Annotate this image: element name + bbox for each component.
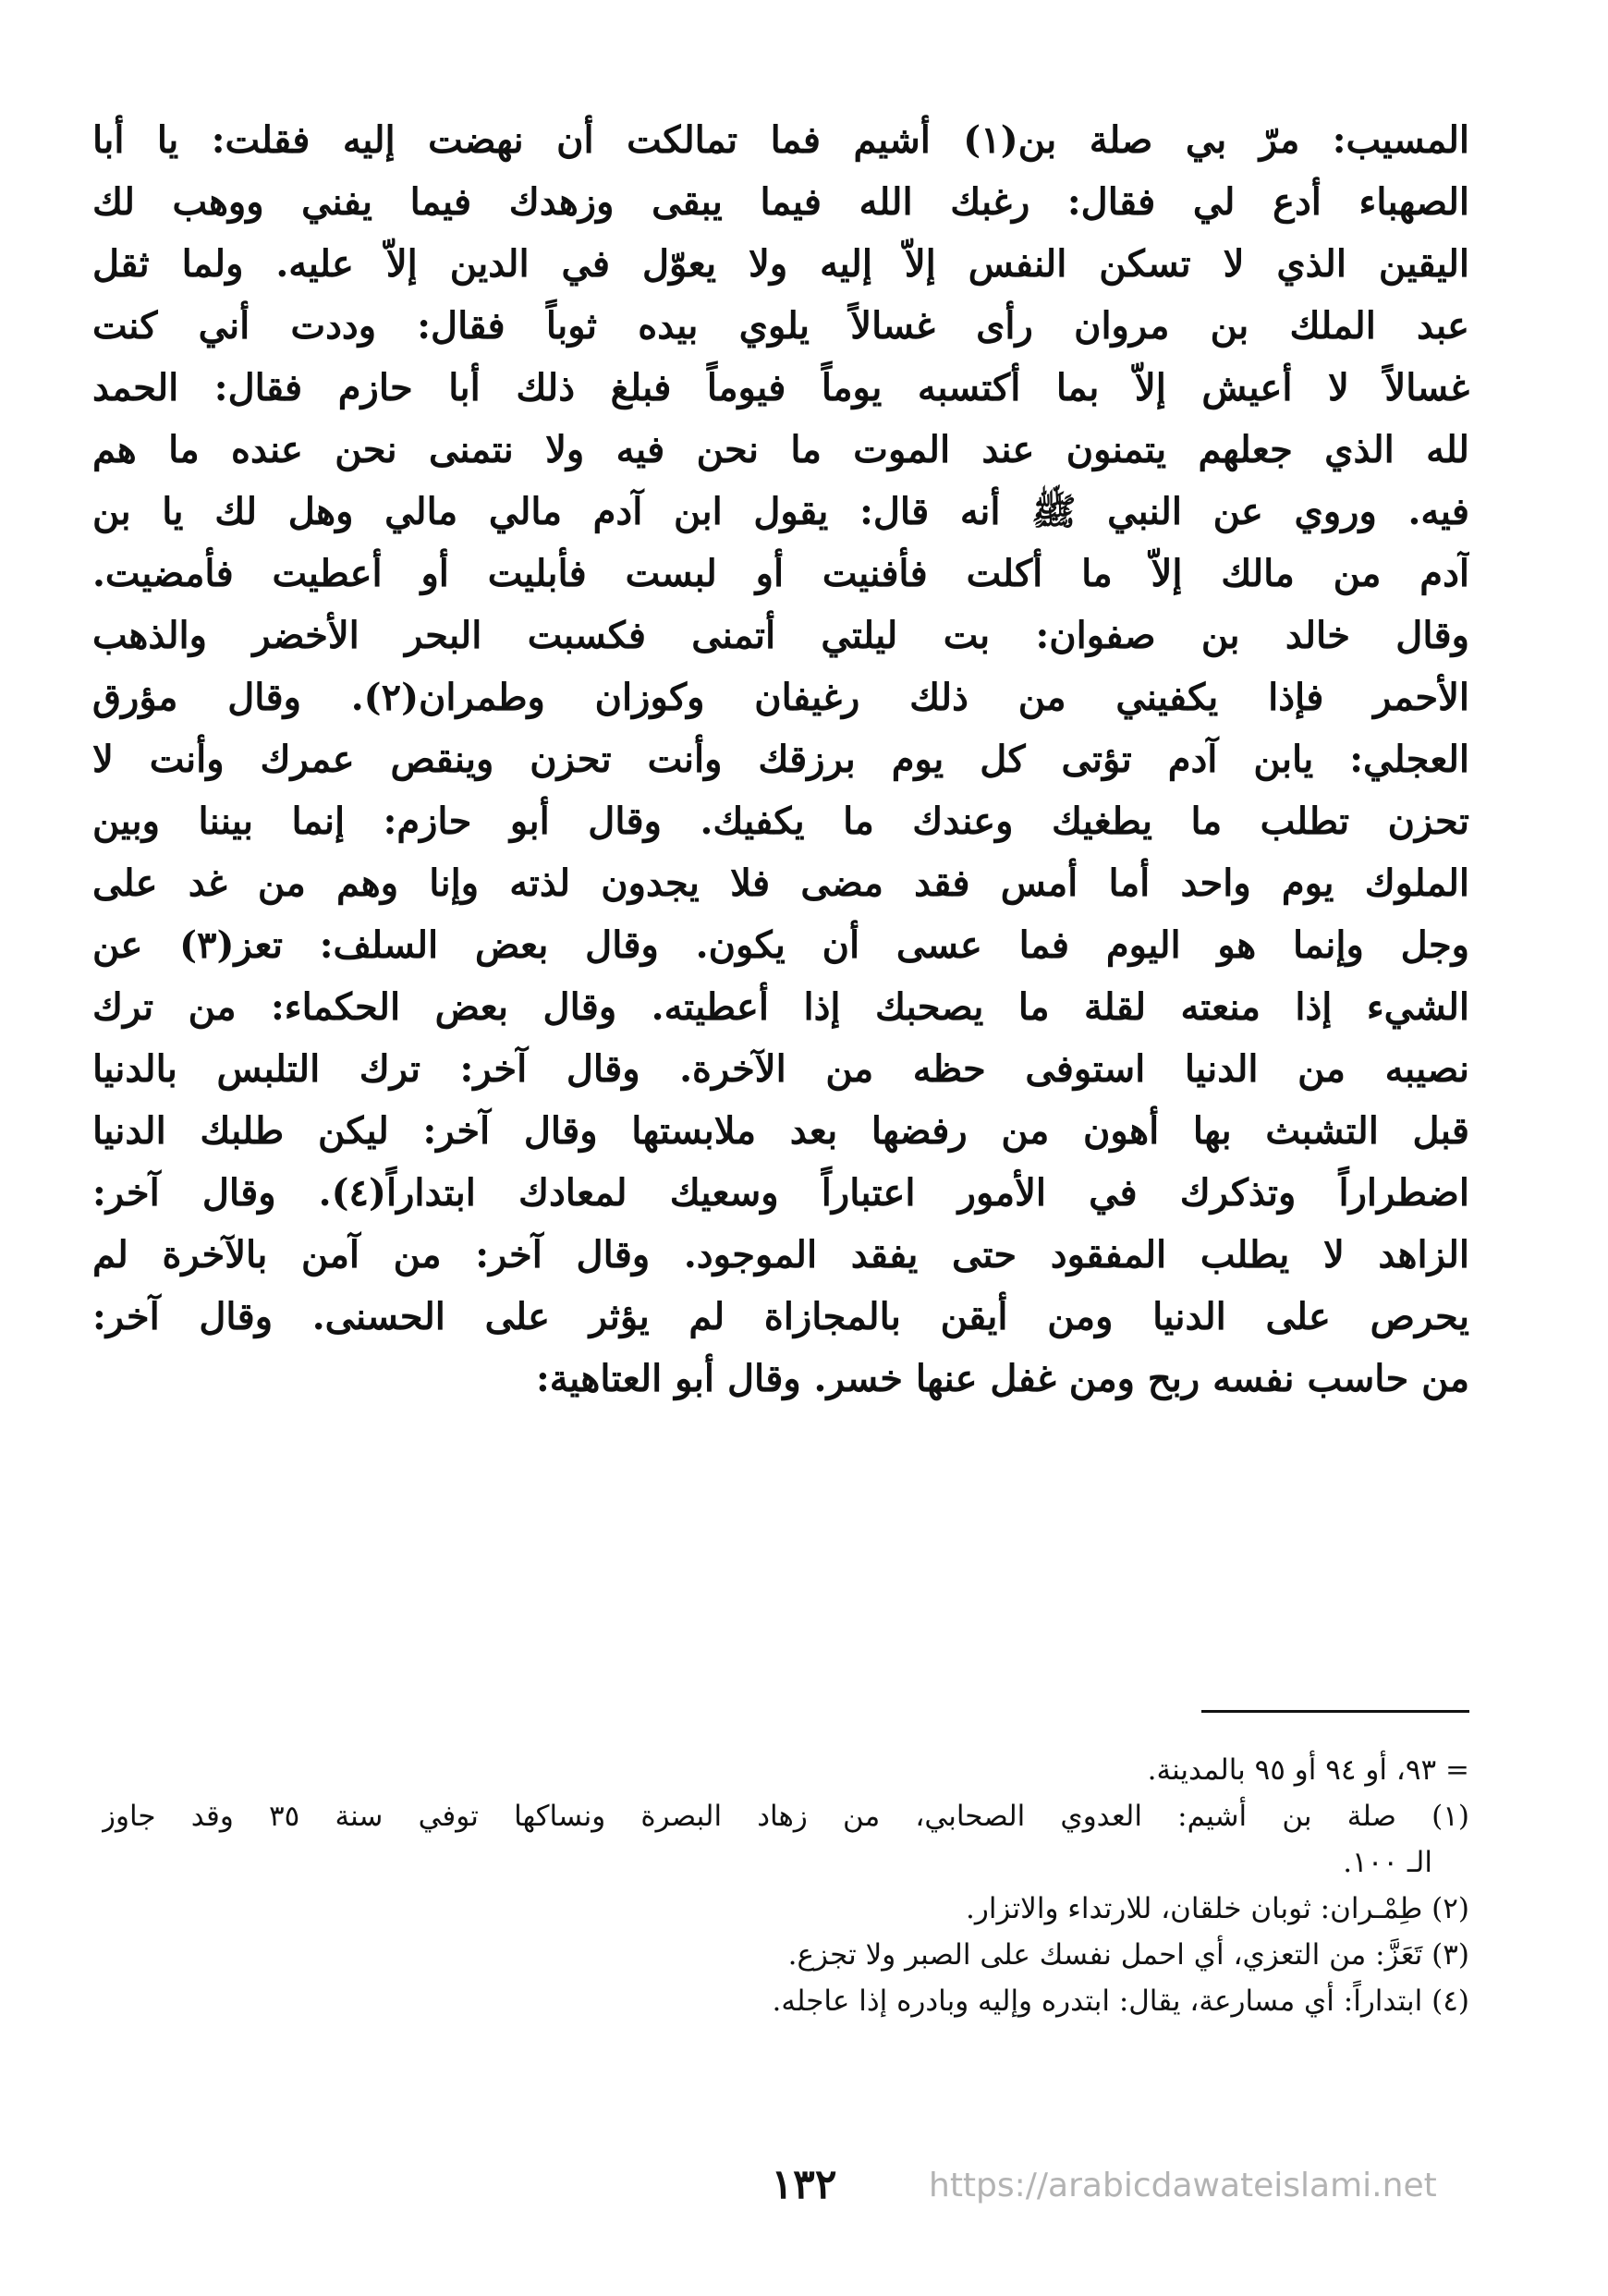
text-line: لله الذي جعلهم يتمنون عند الموت ما نحن فيه ولا نتمنى نحن عنده ما هم [92,428,1469,471]
footnote-1: (١) صلة بن أشيم: العدوي الصحابي، من زهاد البصرة ونساكها توفي سنة ٣٥ وقد جاوز [102,1800,1469,1833]
text-line: العجلي: يابن آدم تؤتى كل يوم برزقك وأنت تحزن وينقص عمرك وأنت لا [92,738,1469,781]
text-line: المسيب: مرّ بي صلة بن(١) أشيم فما تمالكت أن نهضت إليه فقلت: يا أبا [92,118,1469,162]
watermark-url: https://arabicdawateislami.net [929,2167,1437,2204]
main-text-block [92,109,1469,1410]
footnote-4: (٤) ابتداراً: أي مسارعة، يقال: ابتدره وإليه وبادره إذا عاجله. [772,1985,1469,2018]
footnote-continuation: = ٩٣، أو ٩٤ أو ٩٥ بالمدينة. [1147,1753,1469,1787]
text-line: اضطراراً وتذكرك في الأمور اعتباراً وسعيك لمعادك ابتداراً(٤). وقال آخر: [92,1171,1469,1215]
text-line: من حاسب نفسه ربح ومن غفل عنها خسر. وقال أبو العتاهية: [535,1357,1469,1400]
text-line: يحرص على الدنيا ومن أيقن بالمجازاة لم يؤثر على الحسنى. وقال آخر: [92,1295,1469,1338]
text-line: نصيبه من الدنيا استوفى حظه من الآخرة. وقال آخر: ترك التلبس بالدنيا [92,1047,1469,1091]
text-line: وجل وإنما هو اليوم فما عسى أن يكون. وقال بعض السلف: تعز(٣) عن [92,923,1469,967]
text-line: اليقين الذي لا تسكن النفس إلاّ إليه ولا يعوّل في الدين إلاّ عليه. ولما ثقل [92,242,1469,286]
text-line: عبد الملك بن مروان رأى غسالاً يلوي بيده ثوباً فقال: وددت أني كنت [92,304,1469,348]
footnote-1-continuation: الـ ١٠٠. [1343,1846,1432,1879]
footnote-3: (٣) تَعَزَّ: من التعزي، أي احمل نفسك على الصبر ولا تجزع. [787,1938,1469,1972]
text-line: الملوك يوم واحد أما أمس فقد مضى فلا يجدون لذته وإنا وهم من غد على [92,861,1469,905]
text-line: الأحمر فإذا يكفيني من ذلك رغيفان وكوزان وطمران(٢). وقال مؤرق [92,676,1469,719]
text-line: الشيء إذا منعته لقلة ما يصحبك إذا أعطيته. وقال بعض الحكماء: من ترك [92,985,1469,1029]
text-line: الزاهد لا يطلب المفقود حتى يفقد الموجود. وقال آخر: من آمن بالآخرة لم [92,1233,1469,1276]
text-line: وقال خالد بن صفوان: بت ليلتي أتمنى فكسبت البحر الأخضر والذهب [92,614,1469,657]
text-line: قبل التشبث بها أهون من رفضها بعد ملابستها وقال آخر: ليكن طلبك الدنيا [92,1109,1469,1153]
text-line: غسالاً لا أعيش إلاّ بما أكتسبه يوماً فيوماً فبلغ ذلك أبا حازم فقال: الحمد [92,366,1469,409]
footnote-separator [1201,1710,1469,1713]
text-line: فيه. وروي عن النبي ﷺ أنه قال: يقول ابن آدم مالي مالي وهل لك يا بن [92,490,1469,533]
page-number: ١٣٢ [771,2161,837,2208]
footnotes-block [102,1747,1469,2024]
text-line: الصهباء أدع لي فقال: رغبك الله فيما يبقى وزهدك فيما يفني ووهب لك [92,180,1469,224]
footnote-2: (٢) طِمْـران: ثوبان خلقان، للارتداء والاتزار. [966,1892,1469,1925]
text-line: تحزن تطلب ما يطغيك وعندك ما يكفيك. وقال أبو حازم: إنما بيننا وبين [92,800,1469,843]
text-line: آدم من مالك إلاّ ما أكلت فأفنيت أو لبست فأبليت أو أعطيت فأمضيت. [92,552,1469,595]
